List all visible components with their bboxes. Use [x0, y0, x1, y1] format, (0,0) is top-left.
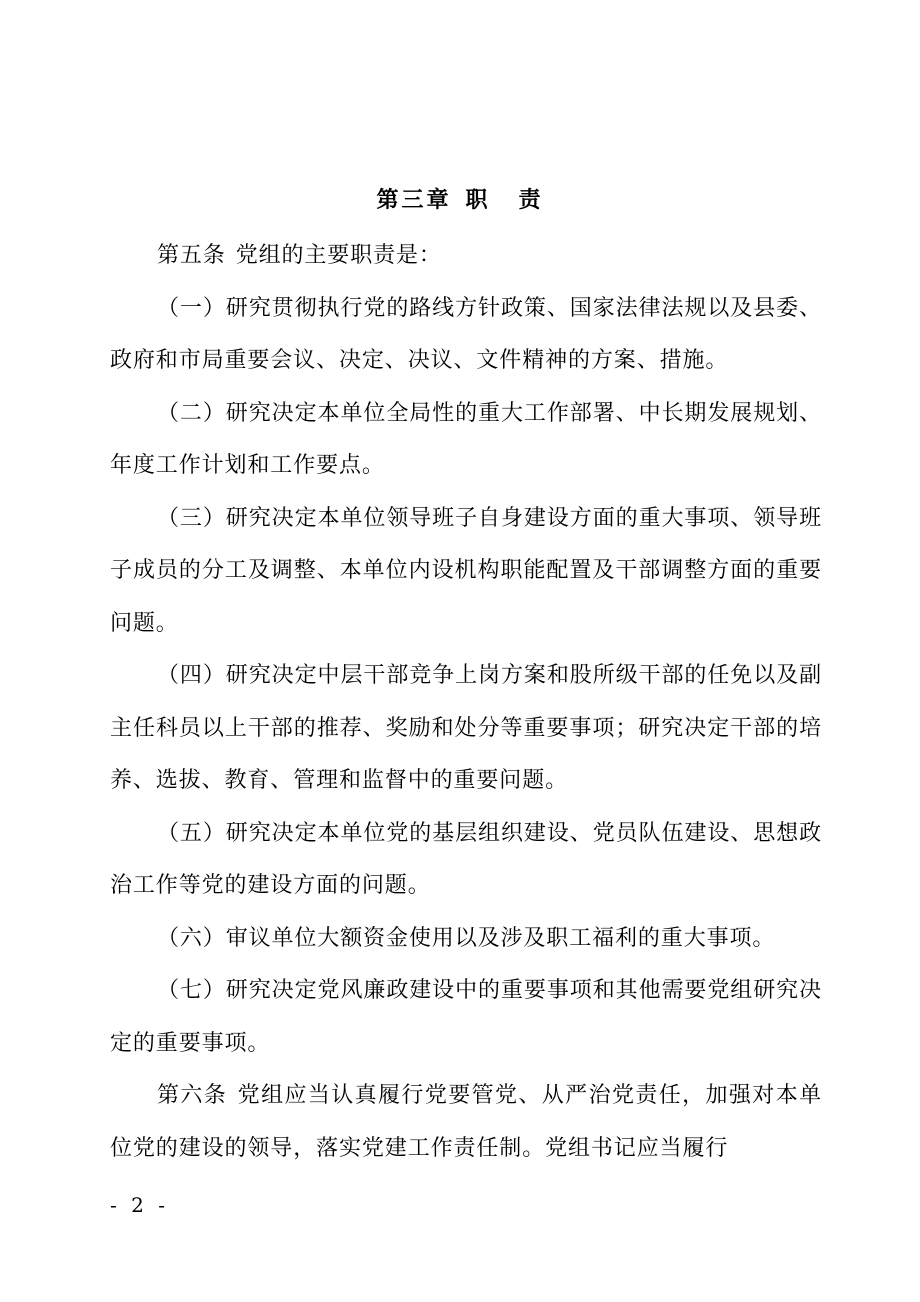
chapter-name-char-2: 责: [518, 187, 544, 213]
chapter-name-char-1: 职: [465, 187, 491, 213]
article-lead: 第五条: [157, 243, 226, 268]
page-number: - 2 -: [110, 1193, 169, 1217]
article-6-paragraph: [110, 1070, 822, 1175]
paragraph-item-2: （二）研究决定本单位全局性的重大工作部署、中长期发展规划、年度工作计划和工作要点。: [110, 400, 822, 478]
paragraph-text: 党组应当认真履行党要管党、从严治党责任，加强对本单位党的建设的领导，落实党建工作责任制。党组书记应当履行: [110, 1083, 822, 1161]
paragraph-text: 党组的主要职责是：: [235, 243, 442, 268]
article-lead: 第六条: [157, 1083, 228, 1108]
paragraph-item-7: （七）研究决定党风廉政建设中的重要事项和其他需要党组研究决定的重要事项。: [110, 978, 822, 1056]
chapter-title: [0, 182, 920, 218]
paragraph-item-5: （五）研究决定本单位党的基层组织建设、党员队伍建设、思想政治工作等党的建设方面的问题。: [110, 820, 822, 898]
paragraph-item-1: （一）研究贯彻执行党的路线方针政策、国家法律法规以及县委、政府和市局重要会议、决定、决议、文件精神的方案、措施。: [110, 295, 822, 373]
article-5-heading: [110, 230, 822, 283]
chapter-number: 第三章: [376, 187, 452, 213]
paragraph-item-3: （三）研究决定本单位领导班子自身建设方面的重大事项、领导班子成员的分工及调整、本单位内设机构职能配置及干部调整方面的重要问题。: [110, 505, 822, 636]
document-body: [110, 230, 822, 1175]
paragraph-item-4: （四）研究决定中层干部竞争上岗方案和股所级干部的任免以及副主任科员以上干部的推荐、奖励和处分等重要事项；研究决定干部的培养、选拔、教育、管理和监督中的重要问题。: [110, 663, 822, 793]
paragraph-item-6: （六）审议单位大额资金使用以及涉及职工福利的重大事项。: [157, 925, 776, 951]
